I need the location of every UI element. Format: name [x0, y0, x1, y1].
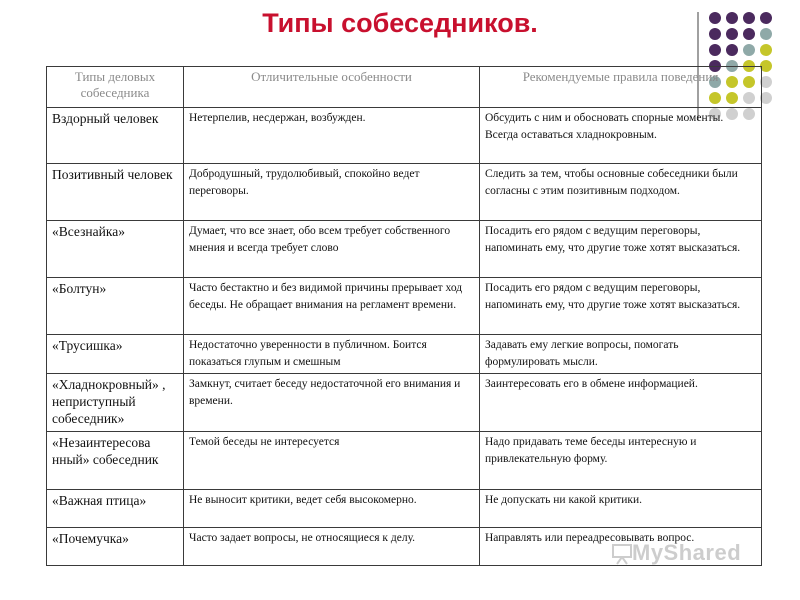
decorative-dot: [760, 44, 772, 56]
decorative-dot: [760, 28, 772, 40]
table-row: [47, 432, 762, 490]
decorative-dot: [726, 44, 738, 56]
features-cell: Нетерпелив, несдержан, возбужден.: [184, 108, 480, 164]
decorative-dot: [709, 28, 721, 40]
rules-cell: Посадить его рядом с ведущим переговоры, напоминать ему, что другие тоже хотят высказаться.: [480, 221, 762, 278]
table-row: [47, 490, 762, 528]
rules-cell: Посадить его рядом с ведущим переговоры, напоминать ему, что другие тоже хотят высказаться.: [480, 278, 762, 335]
decorative-dot: [726, 28, 738, 40]
table-row: [47, 374, 762, 432]
rules-cell: Следить за тем, чтобы основные собеседники были согласны с этим позитивным подходом.: [480, 164, 762, 221]
header-features: Отличительные особенности: [184, 67, 480, 108]
decorative-dot: [726, 12, 738, 24]
features-cell: Часто бестактно и без видимой причины прерывает ход беседы. Не обращает внимания на регламент времени.: [184, 278, 480, 335]
header-type: Типы деловых собеседника: [47, 67, 184, 108]
type-cell: «Болтун»: [47, 278, 184, 335]
interlocutor-types-table: [46, 66, 762, 566]
decorative-dot: [743, 44, 755, 56]
table-row: [47, 335, 762, 374]
type-cell: «Трусишка»: [47, 335, 184, 374]
decorative-dot: [743, 28, 755, 40]
type-cell: «Незаинтересова нный» собеседник: [47, 432, 184, 490]
decorative-dot: [760, 12, 772, 24]
decorative-dot: [709, 44, 721, 56]
presentation-icon: [612, 543, 632, 565]
decorative-dot: [743, 12, 755, 24]
table-row: [47, 164, 762, 221]
decorative-dot: [709, 12, 721, 24]
table-row: [47, 108, 762, 164]
watermark-text: MyShared: [632, 540, 742, 565]
slide-title: Типы собеседников.: [262, 8, 538, 38]
rules-cell: Задавать ему легкие вопросы, помогать формулировать мысли.: [480, 335, 762, 374]
rules-cell: Надо придавать теме беседы интересную и привлекательную форму.: [480, 432, 762, 490]
features-cell: Темой беседы не интересуется: [184, 432, 480, 490]
type-cell: Позитивный человек: [47, 164, 184, 221]
features-cell: Недостаточно уверенности в публичном. Боится показаться глупым и смешным: [184, 335, 480, 374]
watermark: [612, 540, 777, 570]
rules-cell: Заинтересовать его в обмене информацией.: [480, 374, 762, 432]
header-rules: Рекомендуемые правила поведения: [480, 67, 762, 108]
features-cell: Не выносит критики, ведет себя высокомерно.: [184, 490, 480, 528]
features-cell: Часто задает вопросы, не относящиеся к делу.: [184, 528, 480, 566]
table-row: [47, 221, 762, 278]
rules-cell: Направлять или переадресовывать вопрос.: [480, 528, 762, 566]
rules-cell: Обсудить с ним и обосновать спорные моменты. Всегда оставаться хладнокровным.: [480, 108, 762, 164]
features-cell: Добродушный, трудолюбивый, спокойно ведет переговоры.: [184, 164, 480, 221]
type-cell: Вздорный человек: [47, 108, 184, 164]
features-cell: Замкнут, считает беседу недостаточной его внимания и времени.: [184, 374, 480, 432]
type-cell: «Всезнайка»: [47, 221, 184, 278]
table-row: [47, 278, 762, 335]
type-cell: «Почемучка»: [47, 528, 184, 566]
features-cell: Думает, что все знает, обо всем требует собственного мнения и всегда требует слово: [184, 221, 480, 278]
type-cell: «Хладнокровный» , неприступный собеседник»: [47, 374, 184, 432]
rules-cell: Не допускать ни какой критики.: [480, 490, 762, 528]
type-cell: «Важная птица»: [47, 490, 184, 528]
table-header-row: [47, 67, 762, 108]
